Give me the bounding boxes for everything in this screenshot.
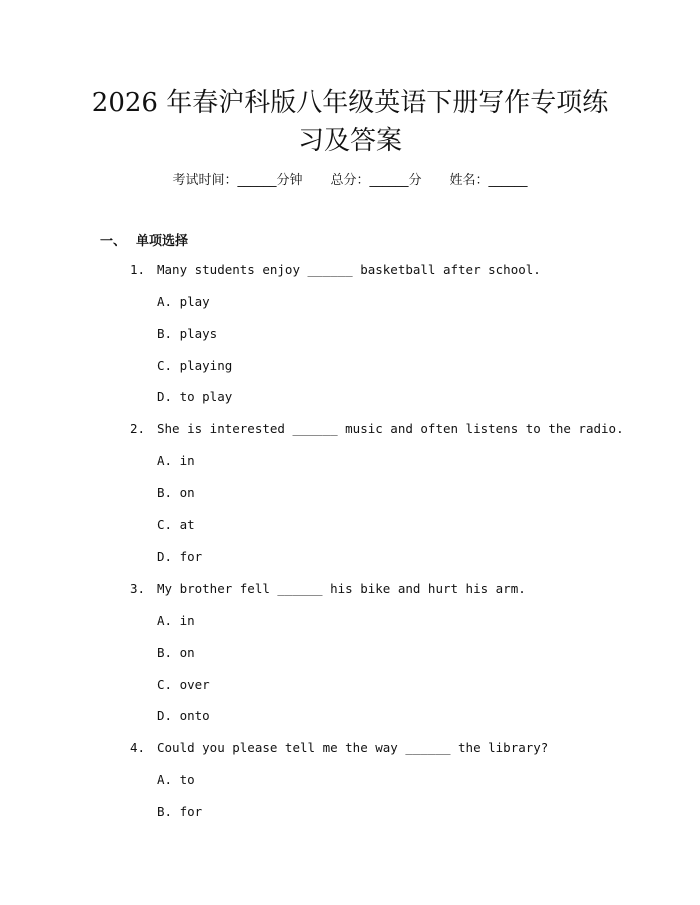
option: D. onto: [157, 708, 210, 723]
section-heading: [100, 230, 188, 249]
option: B. on: [157, 645, 195, 660]
question-2: [130, 421, 624, 436]
exam-time: 考试时间：______分钟: [172, 173, 303, 188]
question-text: Many students enjoy ______ basketball after school.: [157, 262, 541, 277]
question-number: 3.: [130, 581, 146, 596]
option: B. on: [157, 485, 195, 500]
question-text: She is interested ______ music and often listens to the radio.: [157, 421, 624, 436]
exam-name: 姓名：______: [449, 173, 528, 188]
option: C. at: [157, 517, 195, 532]
question-text: Could you please tell me the way ______ the library?: [157, 740, 549, 755]
question-4: [130, 740, 548, 755]
option: D. for: [157, 549, 203, 564]
section-number: 一、: [100, 234, 127, 249]
exam-score: 总分：______分: [330, 173, 422, 188]
question-number: 1.: [130, 262, 146, 277]
option: A. in: [157, 453, 195, 468]
question-number: 4.: [130, 740, 146, 755]
option: A. play: [157, 294, 210, 309]
document-title-line-2: 习及答案: [297, 126, 402, 156]
question-3: [130, 581, 526, 596]
option: C. over: [157, 677, 210, 692]
exam-info: [0, 169, 700, 188]
question-number: 2.: [130, 421, 146, 436]
document-title-line-1: 2026 年春沪科版八年级英语下册写作专项练: [91, 88, 609, 118]
option: B. plays: [157, 326, 218, 341]
option: D. to play: [157, 389, 233, 404]
option: A. in: [157, 613, 195, 628]
question-1: [130, 262, 541, 277]
section-title: 单项选择: [136, 234, 189, 249]
question-text: My brother fell ______ his bike and hurt his arm.: [157, 581, 526, 596]
option: C. playing: [157, 358, 233, 373]
option: B. for: [157, 804, 203, 819]
option: A. to: [157, 772, 195, 787]
